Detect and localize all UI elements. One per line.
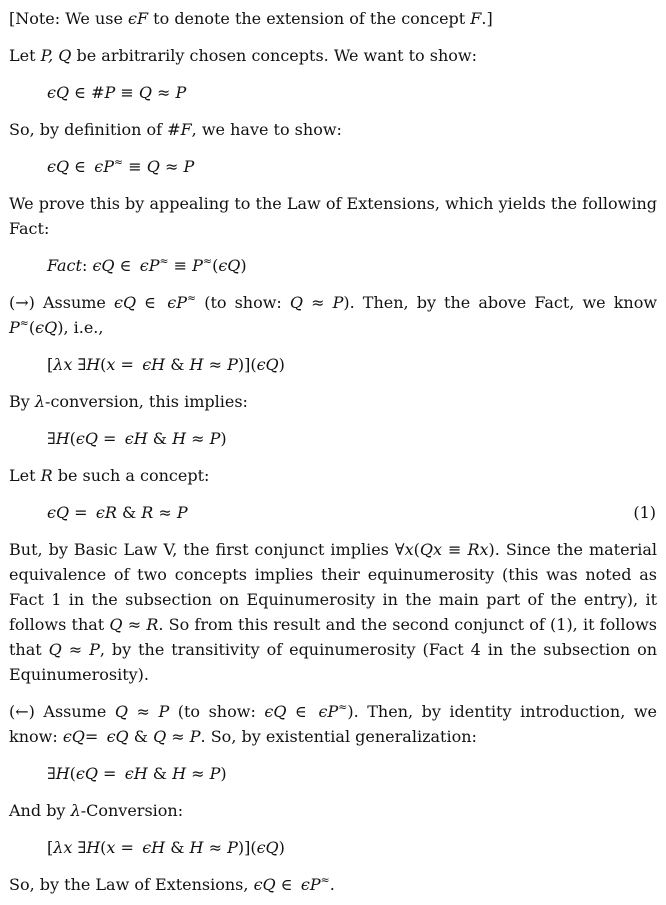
math-variable: λx (53, 355, 73, 374)
fact-formula (9, 253, 657, 278)
forward-direction-paragraph (9, 290, 657, 340)
existential-formula-2 (9, 761, 657, 786)
math-variable: ϵH (142, 355, 166, 374)
text-run: ∃ (47, 429, 56, 448)
text-run: ( (69, 764, 76, 783)
math-variable: P (189, 727, 201, 746)
superscript-symbol: ≈ (320, 873, 330, 887)
math-variable: H (189, 838, 204, 857)
superscript-symbol: ≈ (187, 291, 197, 305)
math-variable: x (106, 355, 116, 374)
basic-law-v-paragraph (9, 537, 657, 687)
text-run: ) (240, 256, 247, 275)
text-run: be such a concept: (52, 466, 210, 485)
text-run: ≈ (303, 293, 333, 312)
math-variable: ϵQ (113, 293, 137, 312)
math-variable: Q (138, 83, 152, 102)
text-run: ) (220, 429, 227, 448)
text-run: ∈ (275, 875, 301, 894)
text-run: ( (69, 429, 76, 448)
math-variable: ϵQ (47, 157, 70, 176)
text-run: ∈ # (69, 83, 105, 102)
text-run: ≡ (441, 540, 468, 559)
text-run: = (97, 764, 125, 783)
superscript-symbol: ≈ (114, 155, 124, 169)
text-run: [ (47, 838, 54, 857)
math-variable: ϵP (300, 875, 321, 894)
text-run: . So, by existential generalization: (200, 727, 477, 746)
math-variable: P (332, 293, 344, 312)
math-variable: ϵQ (47, 503, 70, 522)
text-run: to denote the extension of the concept (148, 9, 471, 28)
text-run: ≈ (186, 764, 210, 783)
math-variable: ϵQ (75, 764, 98, 783)
math-variable: P (176, 503, 188, 522)
text-run: ≈ (151, 83, 176, 102)
text-run: -conversion, this implies: (45, 392, 248, 411)
math-variable: λ (70, 801, 81, 820)
math-variable: ϵH (124, 429, 148, 448)
text-run: & (147, 764, 173, 783)
text-run: (to show: (169, 702, 265, 721)
text-run: ≈ (122, 615, 147, 634)
text-run: ≈ (186, 429, 210, 448)
text-run: ≡ (168, 256, 193, 275)
note-paragraph (9, 6, 657, 31)
math-variable: P (104, 83, 116, 102)
text-run: ≈ (159, 157, 184, 176)
text-run: & (128, 727, 154, 746)
text-run: ≈ (203, 355, 228, 374)
text-run: , we have to show: (191, 120, 342, 139)
conclusion-paragraph (9, 872, 657, 897)
text-run: ( (100, 355, 107, 374)
text-run: ) (278, 355, 285, 374)
superscript-symbol: ≈ (338, 700, 348, 714)
math-variable: x (404, 540, 414, 559)
text-run: ≈ (61, 640, 90, 659)
text-run: [ (47, 355, 54, 374)
math-variable: P (89, 640, 100, 659)
math-variable: Q (48, 640, 62, 659)
text-run: . (329, 875, 335, 894)
text-run: ∃ (47, 764, 56, 783)
math-variable: F (180, 120, 192, 139)
text-run: ≈ (153, 503, 177, 522)
math-variable: Q (146, 157, 160, 176)
text-run: Let (9, 46, 41, 65)
math-variable: ϵQ (264, 702, 287, 721)
math-variable: H (86, 838, 101, 857)
text-run: = (97, 429, 125, 448)
math-variable: ϵQ (35, 318, 58, 337)
text-run: ∈ (136, 293, 168, 312)
math-variable: ϵP (139, 256, 160, 275)
math-variable: H (172, 429, 187, 448)
superscript-symbol: ≈ (159, 254, 169, 268)
math-variable: Fact (47, 256, 82, 275)
text-run: ≡ (123, 157, 147, 176)
text-run: & (147, 429, 173, 448)
math-variable: P (227, 838, 238, 857)
math-variable: Q (289, 293, 304, 312)
lambda-expression-formula (9, 352, 657, 377)
math-variable: ϵQ (106, 727, 129, 746)
text-run: ≡ (115, 83, 139, 102)
math-variable: ϵR (95, 503, 117, 522)
lambda-expression-formula-2 (9, 835, 657, 860)
math-variable: x (106, 838, 116, 857)
text-run: [Note: We use (9, 9, 129, 28)
math-variable: Q (109, 615, 123, 634)
math-variable: λ (34, 392, 46, 411)
definition-paragraph (9, 117, 657, 142)
text-run: (←) Assume (9, 702, 115, 721)
math-variable: ϵQ (75, 429, 98, 448)
text-run: , by the transitivity of equinumerosity (Fact 4 in the subsection on Equinumerosity). (9, 640, 658, 684)
equation-1-formula (47, 500, 188, 525)
math-variable: Q (153, 727, 167, 746)
text-run: ∈ (69, 157, 95, 176)
math-variable: ϵQ (92, 256, 115, 275)
math-variable: ϵQ (47, 83, 70, 102)
math-variable: H (55, 429, 70, 448)
math-variable: ϵQ (253, 875, 276, 894)
math-variable: ϵH (124, 764, 148, 783)
math-variable: R (146, 615, 159, 634)
math-variable: R (40, 466, 53, 485)
text-run: ) (278, 838, 285, 857)
math-variable: P (227, 355, 238, 374)
math-variable: H (86, 355, 101, 374)
math-variable: P (9, 318, 20, 337)
text-run: ( (28, 318, 36, 337)
math-variable: λx (53, 838, 73, 857)
text-run: .] (481, 9, 493, 28)
formula-number-membership (9, 80, 657, 105)
formula-extension-membership (9, 154, 657, 179)
math-variable: ϵP (94, 157, 115, 176)
text-run: & (116, 503, 142, 522)
text-run: be arbitrarily chosen concepts. We want to show: (71, 46, 477, 65)
math-variable: P, Q (40, 46, 72, 65)
math-variable: P (175, 83, 187, 102)
text-run: & (165, 838, 190, 857)
superscript-symbol: ≈ (202, 254, 213, 268)
text-run: So, by definition of # (9, 120, 181, 139)
math-variable: H (55, 764, 70, 783)
text-run: ). Then, by the above Fact, we know (343, 293, 658, 312)
text-run: ∃ (72, 355, 87, 374)
math-variable: Qx (419, 540, 442, 559)
math-variable: P (209, 764, 221, 783)
math-variable: Q (114, 702, 128, 721)
text-run: ∈ (286, 702, 319, 721)
law-of-extensions-paragraph (9, 191, 657, 241)
text-run: (to show: (196, 293, 290, 312)
math-variable: R (141, 503, 154, 522)
text-run: & (165, 355, 190, 374)
math-variable: Rx (467, 540, 489, 559)
text-run: ≈ (128, 702, 159, 721)
text-run: = (115, 838, 143, 857)
text-run: )]( (237, 355, 257, 374)
text-run: ). Then, by identity introduction, we know: (9, 702, 658, 746)
text-run: . So from this result and the second conjunct of (1), it follows that (9, 615, 658, 659)
math-variable: P (158, 702, 170, 721)
text-run: : (81, 256, 93, 275)
text-run: )]( (237, 838, 257, 857)
text-run: ). Since the material equivalence of two concepts implies their equinumerosity (this was noted as Fact 1 in the subsection on Equinumerosity in the main part of the entry), it follows that (9, 540, 657, 634)
text-run: (→) Assume (9, 293, 114, 312)
text-run: = (84, 727, 107, 746)
text-run: We prove this by appealing to the Law of Extensions, which yields the following Fact: (9, 194, 657, 238)
intro-paragraph (9, 43, 657, 68)
math-variable: H (172, 764, 187, 783)
math-variable: ϵH (142, 838, 166, 857)
text-run: And by (9, 801, 71, 820)
text-run: ( (100, 838, 107, 857)
text-run: -Conversion: (80, 801, 184, 820)
lambda-conversion-2-paragraph (9, 798, 657, 823)
backward-direction-paragraph (9, 699, 657, 749)
math-variable: ϵP (318, 702, 339, 721)
superscript-symbol: ≈ (19, 316, 29, 330)
math-variable: ϵQ (256, 838, 279, 857)
math-variable: P (209, 429, 221, 448)
math-variable: H (189, 355, 204, 374)
text-run: = (115, 355, 143, 374)
math-variable: F (470, 9, 482, 28)
text-run: ∃ (72, 838, 87, 857)
math-variable: P (183, 157, 195, 176)
math-variable: ϵQ (62, 727, 85, 746)
equation-number: (1) (633, 503, 656, 522)
text-run: So, by the Law of Extensions, (9, 875, 254, 894)
math-variable: ϵQ (218, 256, 241, 275)
witness-paragraph (9, 463, 657, 488)
math-variable: ϵP (167, 293, 187, 312)
math-variable: ϵQ (256, 355, 279, 374)
text-run: ) (220, 764, 227, 783)
text-run: By (9, 392, 35, 411)
text-run: ), i.e., (57, 318, 104, 337)
existential-formula (9, 426, 657, 451)
text-run: ≈ (166, 727, 190, 746)
text-run: But, by Basic Law V, the first conjunct implies ∀ (9, 540, 405, 559)
text-run: ≈ (203, 838, 228, 857)
text-run: Let (9, 466, 41, 485)
text-run: ( (413, 540, 420, 559)
math-variable: ϵF (128, 9, 149, 28)
text-run: ∈ (114, 256, 140, 275)
equation-1 (9, 500, 657, 525)
text-run: ( (212, 256, 219, 275)
math-variable: P (192, 256, 203, 275)
text-run: = (69, 503, 96, 522)
lambda-conversion-paragraph (9, 389, 657, 414)
